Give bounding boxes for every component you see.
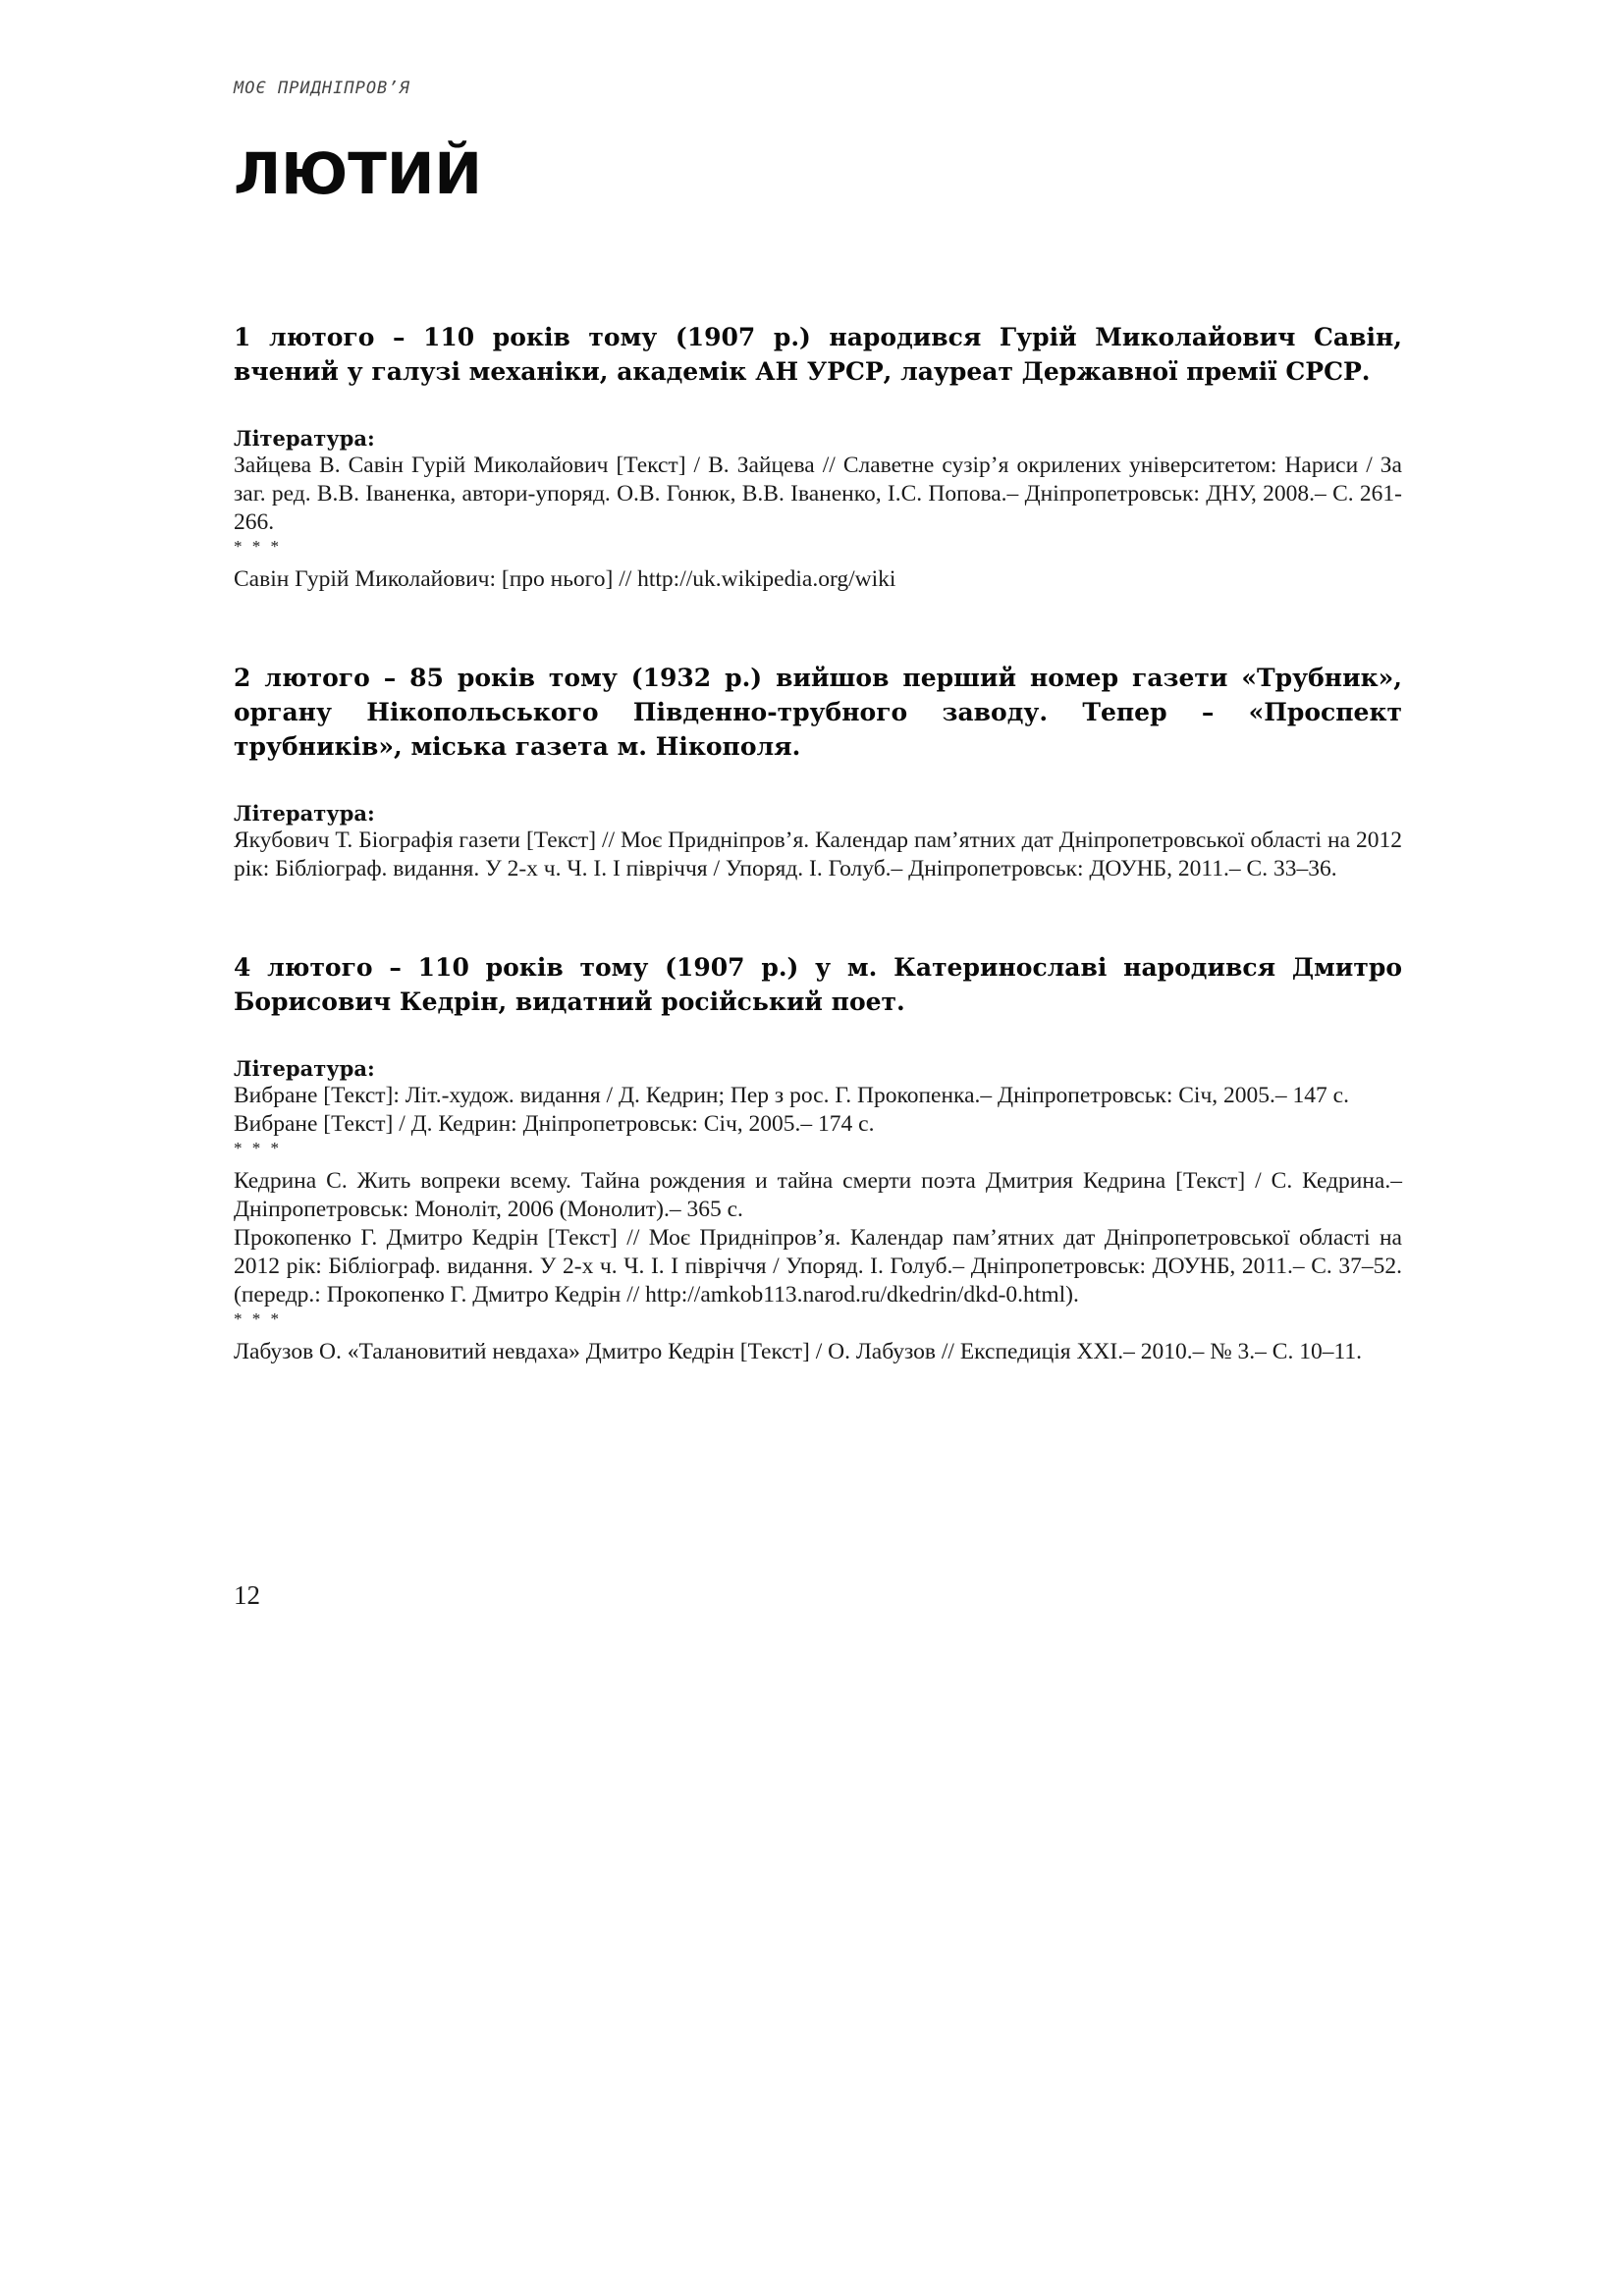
reference-item: Вибране [Текст]: Літ.-худож. видання / Д. Кедрин; Пер з рос. Г. Прокопенка.– Дніпропетровськ: Січ, 2005.– 147 с. — [234, 1083, 1349, 1108]
entry — [234, 661, 1402, 883]
reference-list — [234, 827, 1402, 883]
reference-list — [234, 452, 1402, 594]
reference-separator: * * * — [234, 1139, 282, 1157]
literature-label: Література: — [234, 426, 375, 451]
reference-item: Кедрина С. Жить вопреки всему. Тайна рождения и тайна смерти поэта Дмитрия Кедрина [Текст] / С. Кедрина.– Дніпропетровськ: Моноліт, 2006 (Монолит).– 365 с. — [234, 1168, 1402, 1222]
reference-item: Вибране [Текст] / Д. Кедрин: Дніпропетровськ: Січ, 2005.– 174 с. — [234, 1111, 875, 1137]
reference-separator: * * * — [234, 1309, 282, 1328]
entry-headline: 1 лютого – 110 років тому (1907 р.) народився Гурій Миколайович Савін, вчений у галузі механіки, академік АН УРСР, лауреат Державної премії СРСР. — [234, 323, 1402, 386]
reference-list — [234, 1082, 1402, 1366]
reference-item: Якубович Т. Біографія газети [Текст] // Моє Придніпров’я. Календар пам’ятних дат Дніпропетровської області на 2012 рік: Бібліограф. видання. У 2-х ч. Ч. І. І півріччя / Упоряд. І. Голуб.– Дніпропетровськ: ДОУНБ, 2011.– С. 33–36. — [234, 828, 1402, 881]
entry — [234, 950, 1402, 1366]
entries-list — [234, 320, 1402, 1433]
reference-item: Зайцева В. Савін Гурій Миколайович [Текст] / В. Зайцева // Славетне сузір’я окрилених університетом: Нариси / За заг. ред. В.В. Іваненка, автори-упоряд. О.В. Гонюк, В.В. Іваненко, І.С. Попова.– Дніпропетровськ: ДНУ, 2008.– С. 261-266. — [234, 453, 1402, 535]
reference-separator: * * * — [234, 537, 282, 556]
running-head: МОЄ ПРИДНІПРОВ’Я — [234, 79, 410, 98]
reference-item: Савін Гурій Миколайович: [про нього] // http://uk.wikipedia.org/wiki — [234, 566, 896, 592]
literature-label: Література: — [234, 801, 375, 826]
reference-item: Прокопенко Г. Дмитро Кедрін [Текст] // Моє Придніпров’я. Календар пам’ятних дат Дніпропетровської області на 2012 рік: Бібліограф. видання. У 2-х ч. Ч. І. І півріччя / Упоряд. І. Голуб.– Дніпропетровськ: ДОУНБ, 2011.– С. 37–52. (передр.: Прокопенко Г. Дмитро Кедрін // http://amkob113.narod.ru/dkedrin/dkd-0.html). — [234, 1225, 1402, 1308]
month-title: ЛЮТИЙ — [234, 140, 482, 207]
entry-headline: 4 лютого – 110 років тому (1907 р.) у м. Катеринославі народився Дмитро Борисович Кедрін, видатний російський поет. — [234, 953, 1402, 1016]
page-number: 12 — [234, 1580, 260, 1610]
literature-label: Література: — [234, 1056, 375, 1081]
reference-item: Лабузов О. «Талановитий невдаха» Дмитро Кедрін [Текст] / О. Лабузов // Експедиція XXI.– 2010.– № 3.– С. 10–11. — [234, 1339, 1362, 1364]
entry — [234, 320, 1402, 594]
entry-headline: 2 лютого – 85 років тому (1932 р.) вийшов перший номер газети «Трубник», органу Нікопольського Південно-трубного заводу. Тепер – «Проспект трубників», міська газета м. Нікополя. — [234, 664, 1402, 761]
